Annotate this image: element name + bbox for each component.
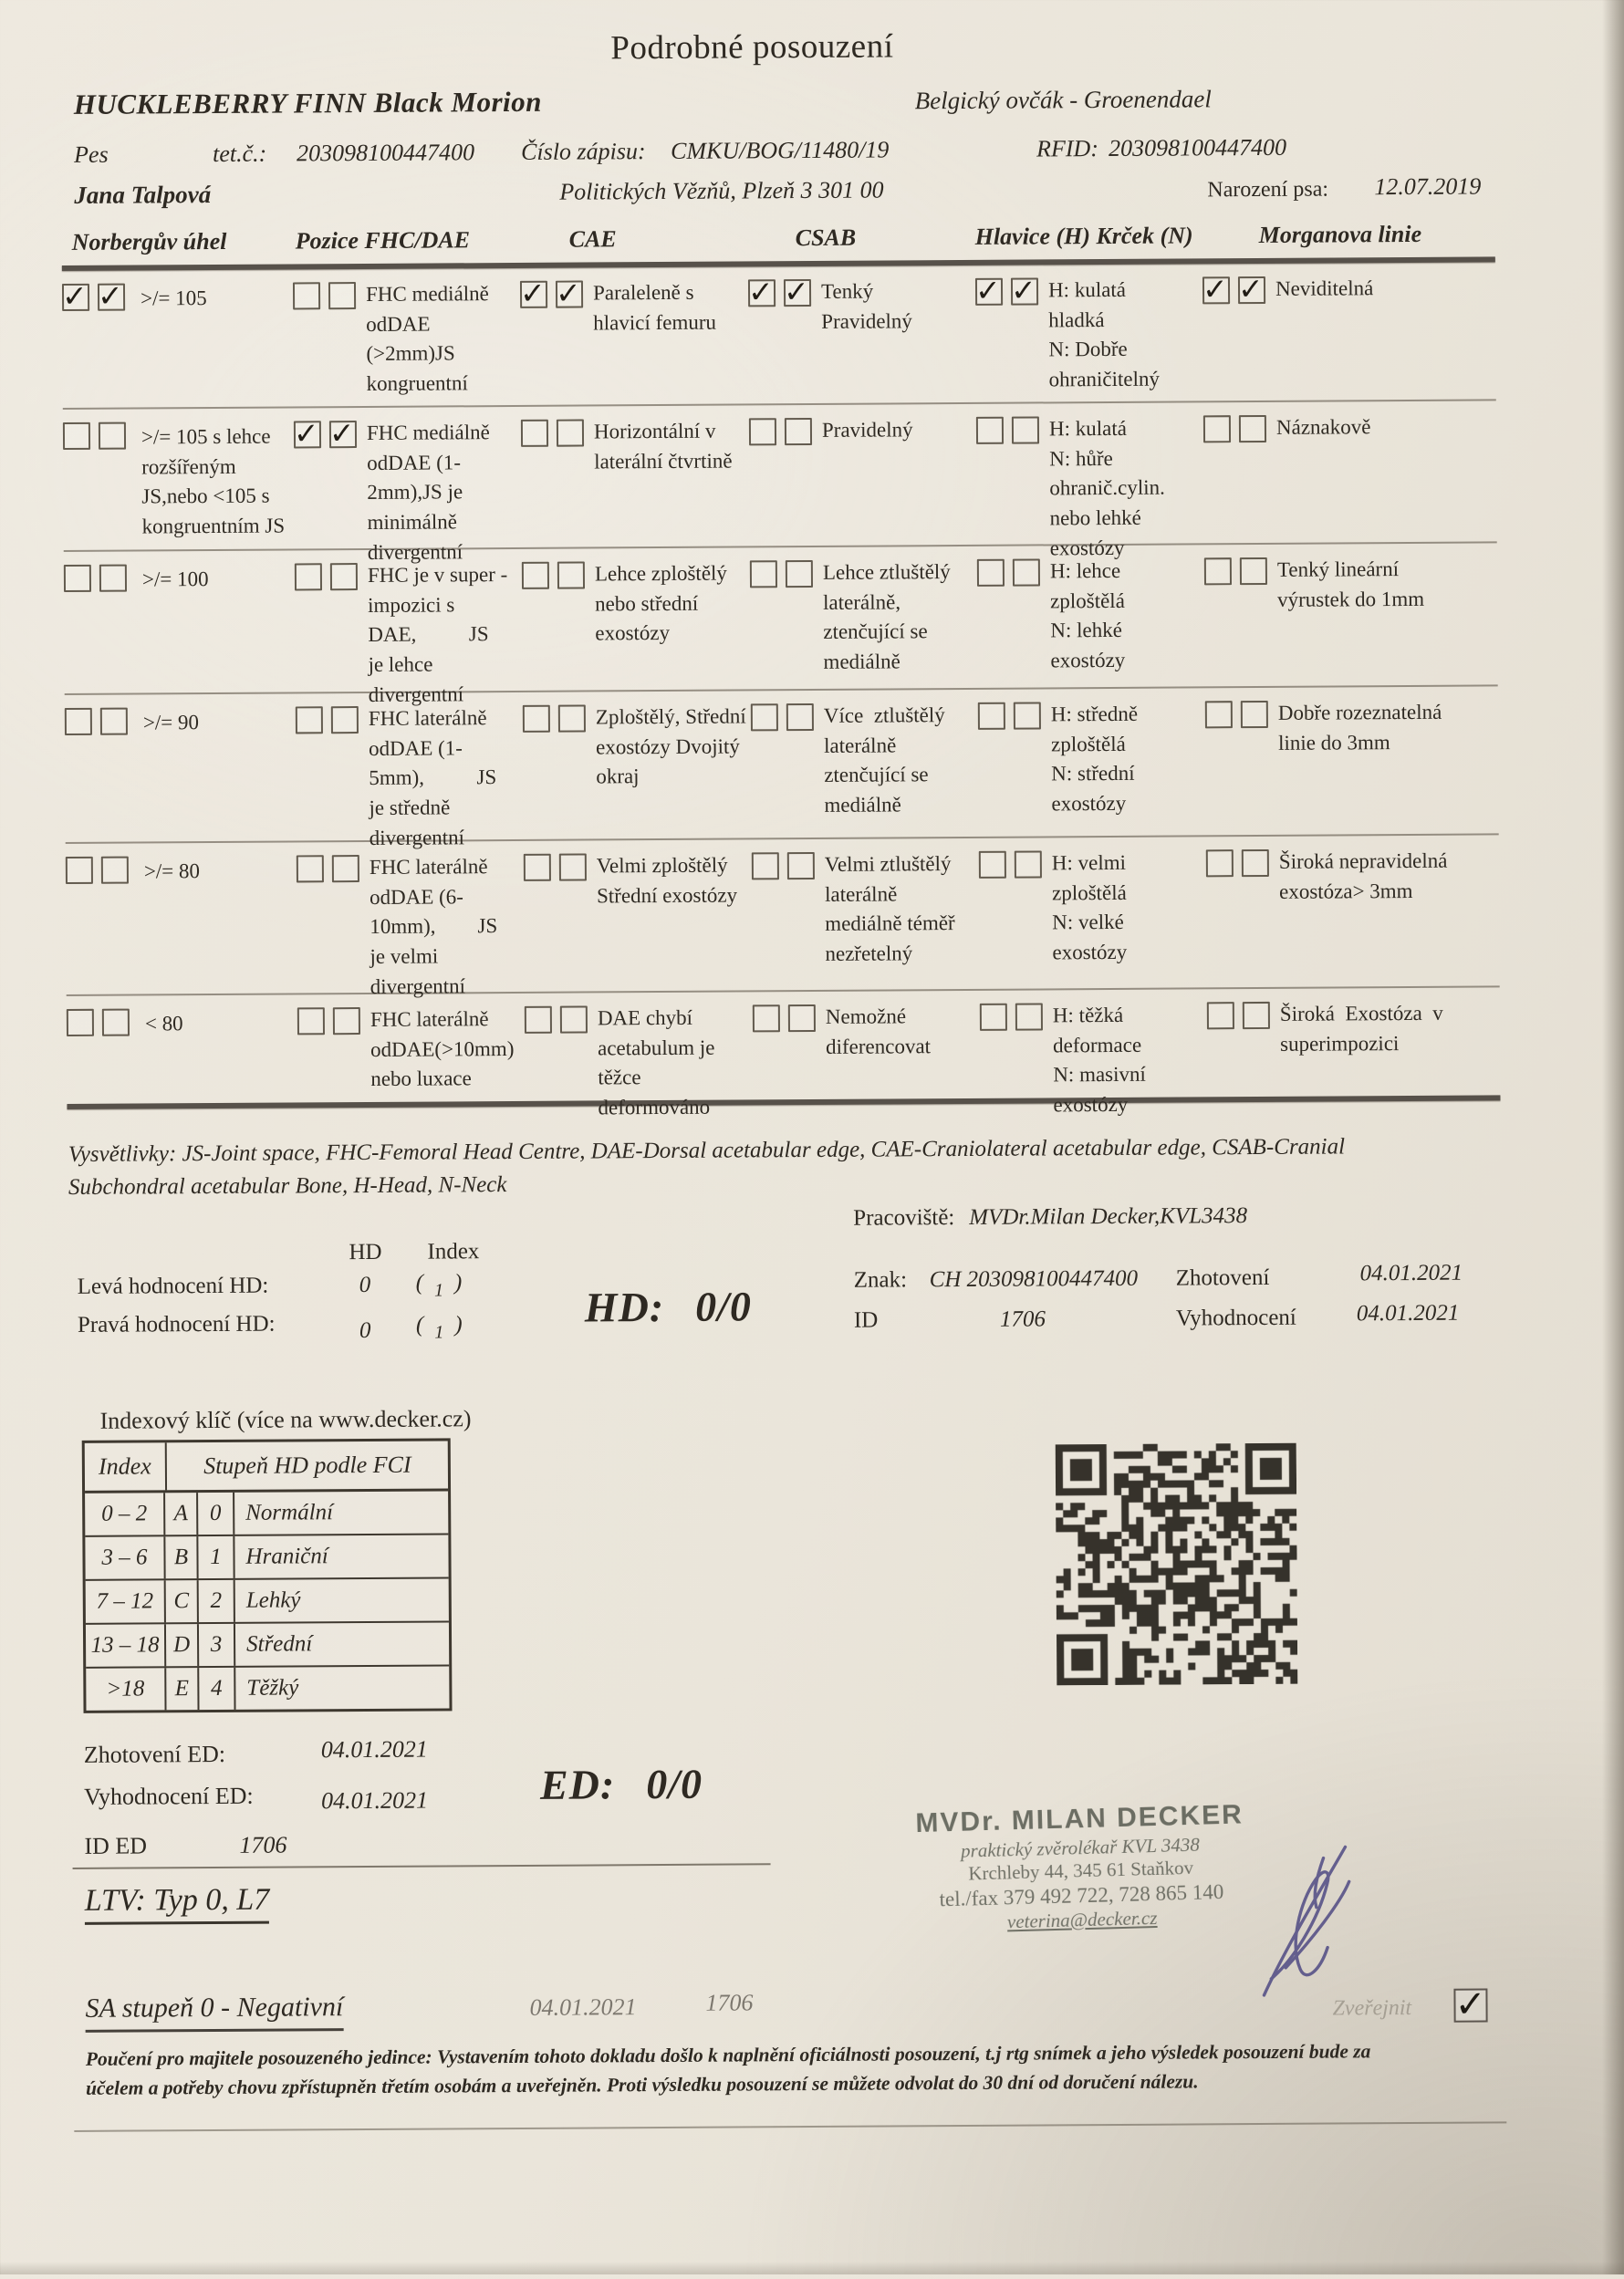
sa-id: 1706 [705,1989,754,2016]
checkbox[interactable] [1015,1003,1043,1030]
assessment-row [65,686,1499,849]
checkbox[interactable] [295,563,322,590]
checkbox[interactable] [558,705,586,733]
assessment-cell [978,699,1206,837]
assessment-cell [295,560,523,706]
option-label: H: kulatá N: hůře ohranič.cylin. nebo lehké exostózy [1048,416,1165,560]
column-header: Pozice FHC/DAE [295,226,471,255]
checkbox[interactable] [784,279,811,307]
znak-value: CH 203098100447400 [929,1265,1139,1293]
ed-divider [73,1863,771,1869]
checkbox[interactable] [332,855,359,882]
checkbox[interactable] [520,281,547,308]
workplace-value: MVDr.Milan Decker,KVL3438 [969,1203,1248,1230]
index-table-cell: 4 [199,1668,235,1710]
ed-id-label: ID ED [84,1832,148,1859]
ed-result-value: 0/0 [646,1760,703,1808]
assessment-cell [976,413,1204,560]
checkbox[interactable] [1205,701,1233,728]
option-label: H: velmi zploštělá N: velké exostózy [1051,850,1128,964]
option-label: Široká Exostóza v superimpozici [1279,1001,1443,1056]
index-key-title: Indexový klíč (více na www.decker.cz) [99,1405,472,1434]
assessment-cell [522,558,751,691]
stamp-title: praktický zvěrolékař KVL 3438 [960,1833,1201,1862]
index-table-cell: A [165,1493,198,1535]
checkbox[interactable] [65,708,92,735]
checkbox[interactable] [1239,415,1266,442]
checkbox[interactable] [786,560,813,588]
assessment-cell [525,1003,754,1119]
index-table-cell: 3 [199,1624,235,1666]
column-header: Morganova linie [1258,220,1422,248]
assessment-cell [1202,273,1496,401]
option-label: >/= 80 [143,859,201,883]
index-table-cell: 7 – 12 [86,1580,166,1623]
index-table-cell: C [166,1580,199,1622]
index-table-cell: 3 – 6 [85,1536,165,1579]
assessment-cell [63,419,295,550]
registry-value: CMKU/BOG/11480/19 [671,136,890,164]
column-header: CSAB [795,224,857,252]
assessment-cell [1207,998,1501,1097]
assessment-grid [62,220,1501,1119]
checkbox[interactable] [786,703,814,731]
checkbox[interactable] [98,284,125,311]
stamp-email: veterina@decker.cz [1006,1906,1158,1933]
checkbox[interactable] [329,421,357,448]
checkbox[interactable] [1240,557,1267,585]
option-label: H: středně zploštělá N: střední exostózy [1050,702,1139,816]
hd-column-header: HD [349,1239,382,1265]
assessment-cell [297,1004,526,1103]
index-header-index: Index [85,1442,167,1491]
index-table-cell: Těžký [246,1675,299,1701]
option-label: Široká nepravidelná exostóza> 3mm [1278,848,1448,903]
checkbox[interactable] [977,559,1005,587]
checkbox[interactable] [523,705,550,733]
option-label: Paraleleně s hlavicí femuru [592,280,717,335]
stamp-name: MVDr. MILAN DECKER [915,1799,1244,1839]
option-label: Více ztluštělý laterálně ztenčující se mediálně [823,703,945,817]
assessment-row [67,987,1501,1119]
qr-code [1056,1443,1298,1686]
assessment-cell [977,556,1205,688]
hd-result-value: 0/0 [695,1283,753,1330]
hd-left-value: 0 [359,1272,371,1298]
znak-label: Znak: [853,1267,908,1293]
checkbox[interactable] [521,420,548,447]
index-table-row [86,1578,449,1624]
checkbox[interactable] [100,708,128,735]
index-table-cell: Lehký [245,1587,301,1613]
paper-bottom-shadow [0,2262,1624,2274]
index-table-cell: 13 – 18 [86,1624,166,1667]
tattoo-value: 203098100447400 [297,139,475,167]
assessment-cell [520,277,749,405]
checkbox[interactable] [1242,849,1269,877]
option-label: FHC mediálně odDAE (>2mm)JS kongruentní [365,282,489,395]
option-label: FHC laterálně odDAE(>10mm) nebo luxace [370,1007,515,1091]
option-label: Horizontální v laterální čtvrtině [593,419,733,473]
hd-result-label: HD: [584,1283,665,1331]
checkbox[interactable] [66,857,93,884]
assessment-row [66,835,1500,996]
column-header: Norbergův úhel [71,227,227,255]
index-header-grade: Stupeň HD podle FCI [203,1451,411,1480]
option-label: Zploštělý, Střední exostózy Dvojitý okraj [595,704,746,788]
ed-eval-date: 04.01.2021 [321,1786,429,1815]
assessment-cell [521,416,750,547]
checkbox[interactable] [557,562,585,589]
option-label: DAE chybí acetabulum je těžce deformováno [597,1005,715,1119]
ed-eval-label: Vyhodnocení ED: [84,1782,254,1810]
checkbox[interactable] [1012,416,1039,443]
assessment-cell [975,275,1203,402]
option-label: Pravidelný [821,418,913,442]
checkbox[interactable] [787,852,815,879]
assessment-cell [66,853,297,994]
ltv-result: LTV: Typ 0, L7 [85,1883,270,1925]
hd-eval-label: Vyhodnocení [1175,1305,1296,1331]
hd-left-index: ( 1 ) [415,1270,463,1301]
option-label: Lehce ztluštělý laterálně, ztenčující se mediálně [822,560,951,673]
hd-right-index: ( 1 ) [415,1312,463,1343]
option-label: H: lehce zploštělá N: lehké exostózy [1049,558,1126,672]
checkbox[interactable] [560,1006,588,1034]
checkbox[interactable] [750,560,777,588]
sa-result: SA stupeň 0 - Negativní [85,1992,343,2033]
option-label: H: těžká deformace N: masivní exostózy [1052,1003,1146,1117]
checkbox[interactable] [748,279,776,307]
column-header: Hlavice (H) Krček (N) [974,222,1193,250]
signature [1235,1830,1382,2009]
checkbox[interactable] [297,1007,325,1035]
checkbox[interactable] [1203,415,1231,442]
ed-made-date: 04.01.2021 [320,1735,428,1764]
ed-result-label: ED: [539,1761,616,1808]
assessment-cell [293,279,521,407]
assessment-cell [1204,554,1498,686]
index-table-cell: Střední [245,1631,313,1657]
checkbox[interactable] [328,282,356,309]
checkbox[interactable] [63,422,90,450]
checkbox[interactable] [331,706,359,734]
option-label: Velmi zploštělý Střední exostózy [596,853,738,908]
index-table-cell: 2 [199,1580,235,1622]
checkbox[interactable] [1013,558,1040,586]
index-table-cell: 0 – 2 [85,1493,165,1535]
checkbox[interactable] [980,1004,1007,1031]
checkbox[interactable] [1204,557,1232,585]
checkbox[interactable] [524,854,551,881]
assessment-row [62,262,1496,410]
hd-made-date: 04.01.2021 [1359,1260,1463,1286]
hd-left-label: Levá hodnocení HD: [77,1273,269,1299]
rfid-value: 203098100447400 [1108,133,1287,161]
birth-date: 12.07.2019 [1374,172,1482,201]
assessment-cell [524,850,753,992]
checkbox[interactable] [525,1006,552,1034]
index-table-cell: 0 [198,1493,234,1535]
publish-label: Zveřejnit [1332,1996,1412,2021]
assessment-cell [753,1002,981,1100]
assessment-cell [64,561,296,693]
checkbox[interactable] [753,1004,780,1032]
checkbox[interactable] [751,703,778,731]
checkbox[interactable] [1014,702,1041,729]
assessment-cell [750,557,978,690]
checkbox[interactable] [976,417,1004,444]
checkbox[interactable] [99,565,127,592]
option-label: < 80 [144,1012,183,1035]
birth-label: Narození psa: [1207,177,1329,203]
checkbox[interactable] [559,854,587,881]
assessment-cell [749,415,977,546]
assessment-cell [1203,411,1497,543]
option-label: Velmi ztluštělý laterálně mediálně téměř nezřetelný [824,852,955,965]
option-label: Náznakově [1275,415,1371,439]
index-table-header [85,1441,448,1493]
index-table-row [85,1535,448,1580]
checkbox[interactable] [752,852,779,879]
hd-id-value: 1706 [999,1306,1046,1332]
checkbox[interactable] [62,284,89,311]
hd-right-value: 0 [359,1317,371,1344]
option-label: >/= 105 s lehce rozšířeným JS,nebo <105 s kongruentním JS [141,424,286,538]
hd-right-label: Pravá hodnocení HD: [77,1311,276,1337]
checkbox[interactable] [67,1009,94,1036]
legend-text: Vysvětlivky: JS-Joint space, FHC-Femoral Head Centre, DAE-Dorsal acetabular edge, CAE-Craniolateral acetabular edge, CSAB-Cranial Subchondral acetabular Bone, H-Head, N-Neck [68,1134,1346,1201]
stamp-address: Krchleby 44, 345 61 Staňkov [968,1857,1194,1885]
assessment-cell [62,280,294,408]
assessment-cell [1205,697,1499,835]
checkbox[interactable] [297,855,324,882]
index-table-cell: >18 [86,1668,166,1711]
hd-result [585,1282,752,1331]
option-label: Tenký lineární výrustek do 1mm [1276,557,1425,611]
checkbox[interactable] [1243,1002,1270,1029]
owner-name: Jana Talpová [74,181,212,209]
index-table-row [86,1622,449,1668]
registry-label: Číslo zápisu: [521,138,646,165]
checkbox[interactable] [785,418,812,445]
assessment-cell [67,1005,298,1104]
index-table-cell: E [166,1668,199,1710]
index-column-header: Index [427,1239,480,1264]
index-table-cell: D [166,1624,199,1666]
checkbox[interactable] [522,562,549,589]
checkbox[interactable] [1015,850,1042,878]
publish-checkbox[interactable] [1453,1988,1487,2022]
index-table-cell: Hraniční [245,1544,328,1569]
option-label: Tenký Pravidelný [820,279,912,333]
footer-rule [74,2121,1506,2132]
index-table-row [86,1666,449,1710]
checkbox[interactable] [293,282,320,309]
ed-made-label: Zhotovení ED: [83,1740,226,1768]
rfid-label: RFID: [1036,135,1099,162]
checkbox[interactable] [788,1004,816,1032]
page-title: Podrobné posouzení [610,27,894,68]
checkbox[interactable] [978,702,1005,730]
assessment-cell [979,848,1207,989]
checkbox[interactable] [64,565,91,592]
checkbox[interactable] [102,1009,130,1036]
checkbox[interactable] [101,857,129,884]
option-label: FHC laterálně odDAE (1- 5mm), JS je středně divergentní [368,706,497,849]
option-label: Nemožné diferencovat [825,1004,932,1058]
checkbox[interactable] [556,281,583,308]
option-label: Neviditelná [1275,276,1374,300]
option-label: Lehce zploštělý nebo střední exostózy [594,561,727,645]
option-label: FHC laterálně odDAE (6- 10mm), JS je velmi divergentní [369,855,498,998]
assessment-cell [752,849,980,991]
tattoo-label: tet.č.: [213,140,267,167]
checkbox[interactable] [99,422,126,450]
column-header: CAE [568,225,617,253]
option-label: H: kulatá hladká N: Dobře ohraničitelný [1047,277,1161,391]
assessment-cell [294,418,522,564]
checkbox[interactable] [1206,849,1234,877]
index-table-cell: Normální [245,1500,334,1525]
checkbox[interactable] [975,278,1003,306]
option-label: >/= 90 [142,711,200,734]
index-key-table [82,1438,453,1712]
checkbox[interactable] [749,418,776,445]
checkbox[interactable] [1238,276,1265,304]
checkbox[interactable] [1241,701,1268,728]
checkbox[interactable] [330,563,358,590]
index-table-row [85,1491,448,1536]
hd-eval-date: 04.01.2021 [1356,1300,1460,1327]
option-label: Dobře rozeznatelná linie do 3mm [1277,700,1442,754]
checkbox[interactable] [294,421,321,448]
sex-label: Pes [74,140,109,168]
hd-made-label: Zhotovení [1175,1264,1270,1291]
option-label: >/= 100 [141,567,209,591]
index-table-cell: 1 [198,1536,234,1578]
vet-stamp [901,1798,1261,1937]
owner-address: Politických Vězňů, Plzeň 3 301 00 [559,176,884,205]
checkbox[interactable] [557,420,584,447]
assessment-row [64,543,1498,706]
paper-edge-shadow [1602,0,1624,2274]
breed: Belgický ovčák - Groenendael [914,85,1212,115]
checkbox[interactable] [1011,277,1038,305]
stamp-phone: tel./fax 379 492 722, 728 865 140 [939,1879,1224,1911]
checkbox[interactable] [333,1007,360,1035]
ed-id-value: 1706 [239,1831,287,1858]
assessment-cell [980,1000,1208,1117]
assessment-cell [296,703,524,849]
assessment-cell [1206,846,1500,987]
assessment-cell [523,702,752,839]
workplace-label: Pracoviště: [853,1205,955,1231]
checkbox[interactable] [1207,1002,1234,1029]
assessment-cell [748,276,976,404]
sa-date: 04.01.2021 [529,1993,637,2021]
assessment-cell [65,704,297,842]
footer-notice: Poučení pro majitele posouzeného jedince: Vystavením tohoto dokladu došlo k naplnění oficiálnosti posouzení, t.j rtg snímek a jeho výsledek posouzení bude za účelem a potřeby chovu zpřístupněn třetím osobám a uveřejněn. Proti výsledku posouzení se můžete odvolat do 30 dní od doručení nálezu. [85,2040,1371,2100]
assessment-cell [297,852,525,998]
index-table-cell: B [165,1536,198,1578]
checkbox[interactable] [979,851,1006,879]
option-label: >/= 105 [140,286,207,310]
dog-name: HUCKLEBERRY FINN Black Morion [73,85,543,120]
hd-id-label: ID [853,1307,879,1333]
assessment-cell [751,701,979,838]
checkbox[interactable] [296,706,323,734]
option-label: FHC mediálně odDAE (1- 2mm),JS je minimálně divergentní [366,421,490,564]
ed-result [540,1760,703,1809]
assessment-row [63,401,1497,564]
option-label: FHC je v super - impozici s DAE, JS je lehce divergentní [367,563,508,706]
checkbox[interactable] [1202,276,1230,304]
